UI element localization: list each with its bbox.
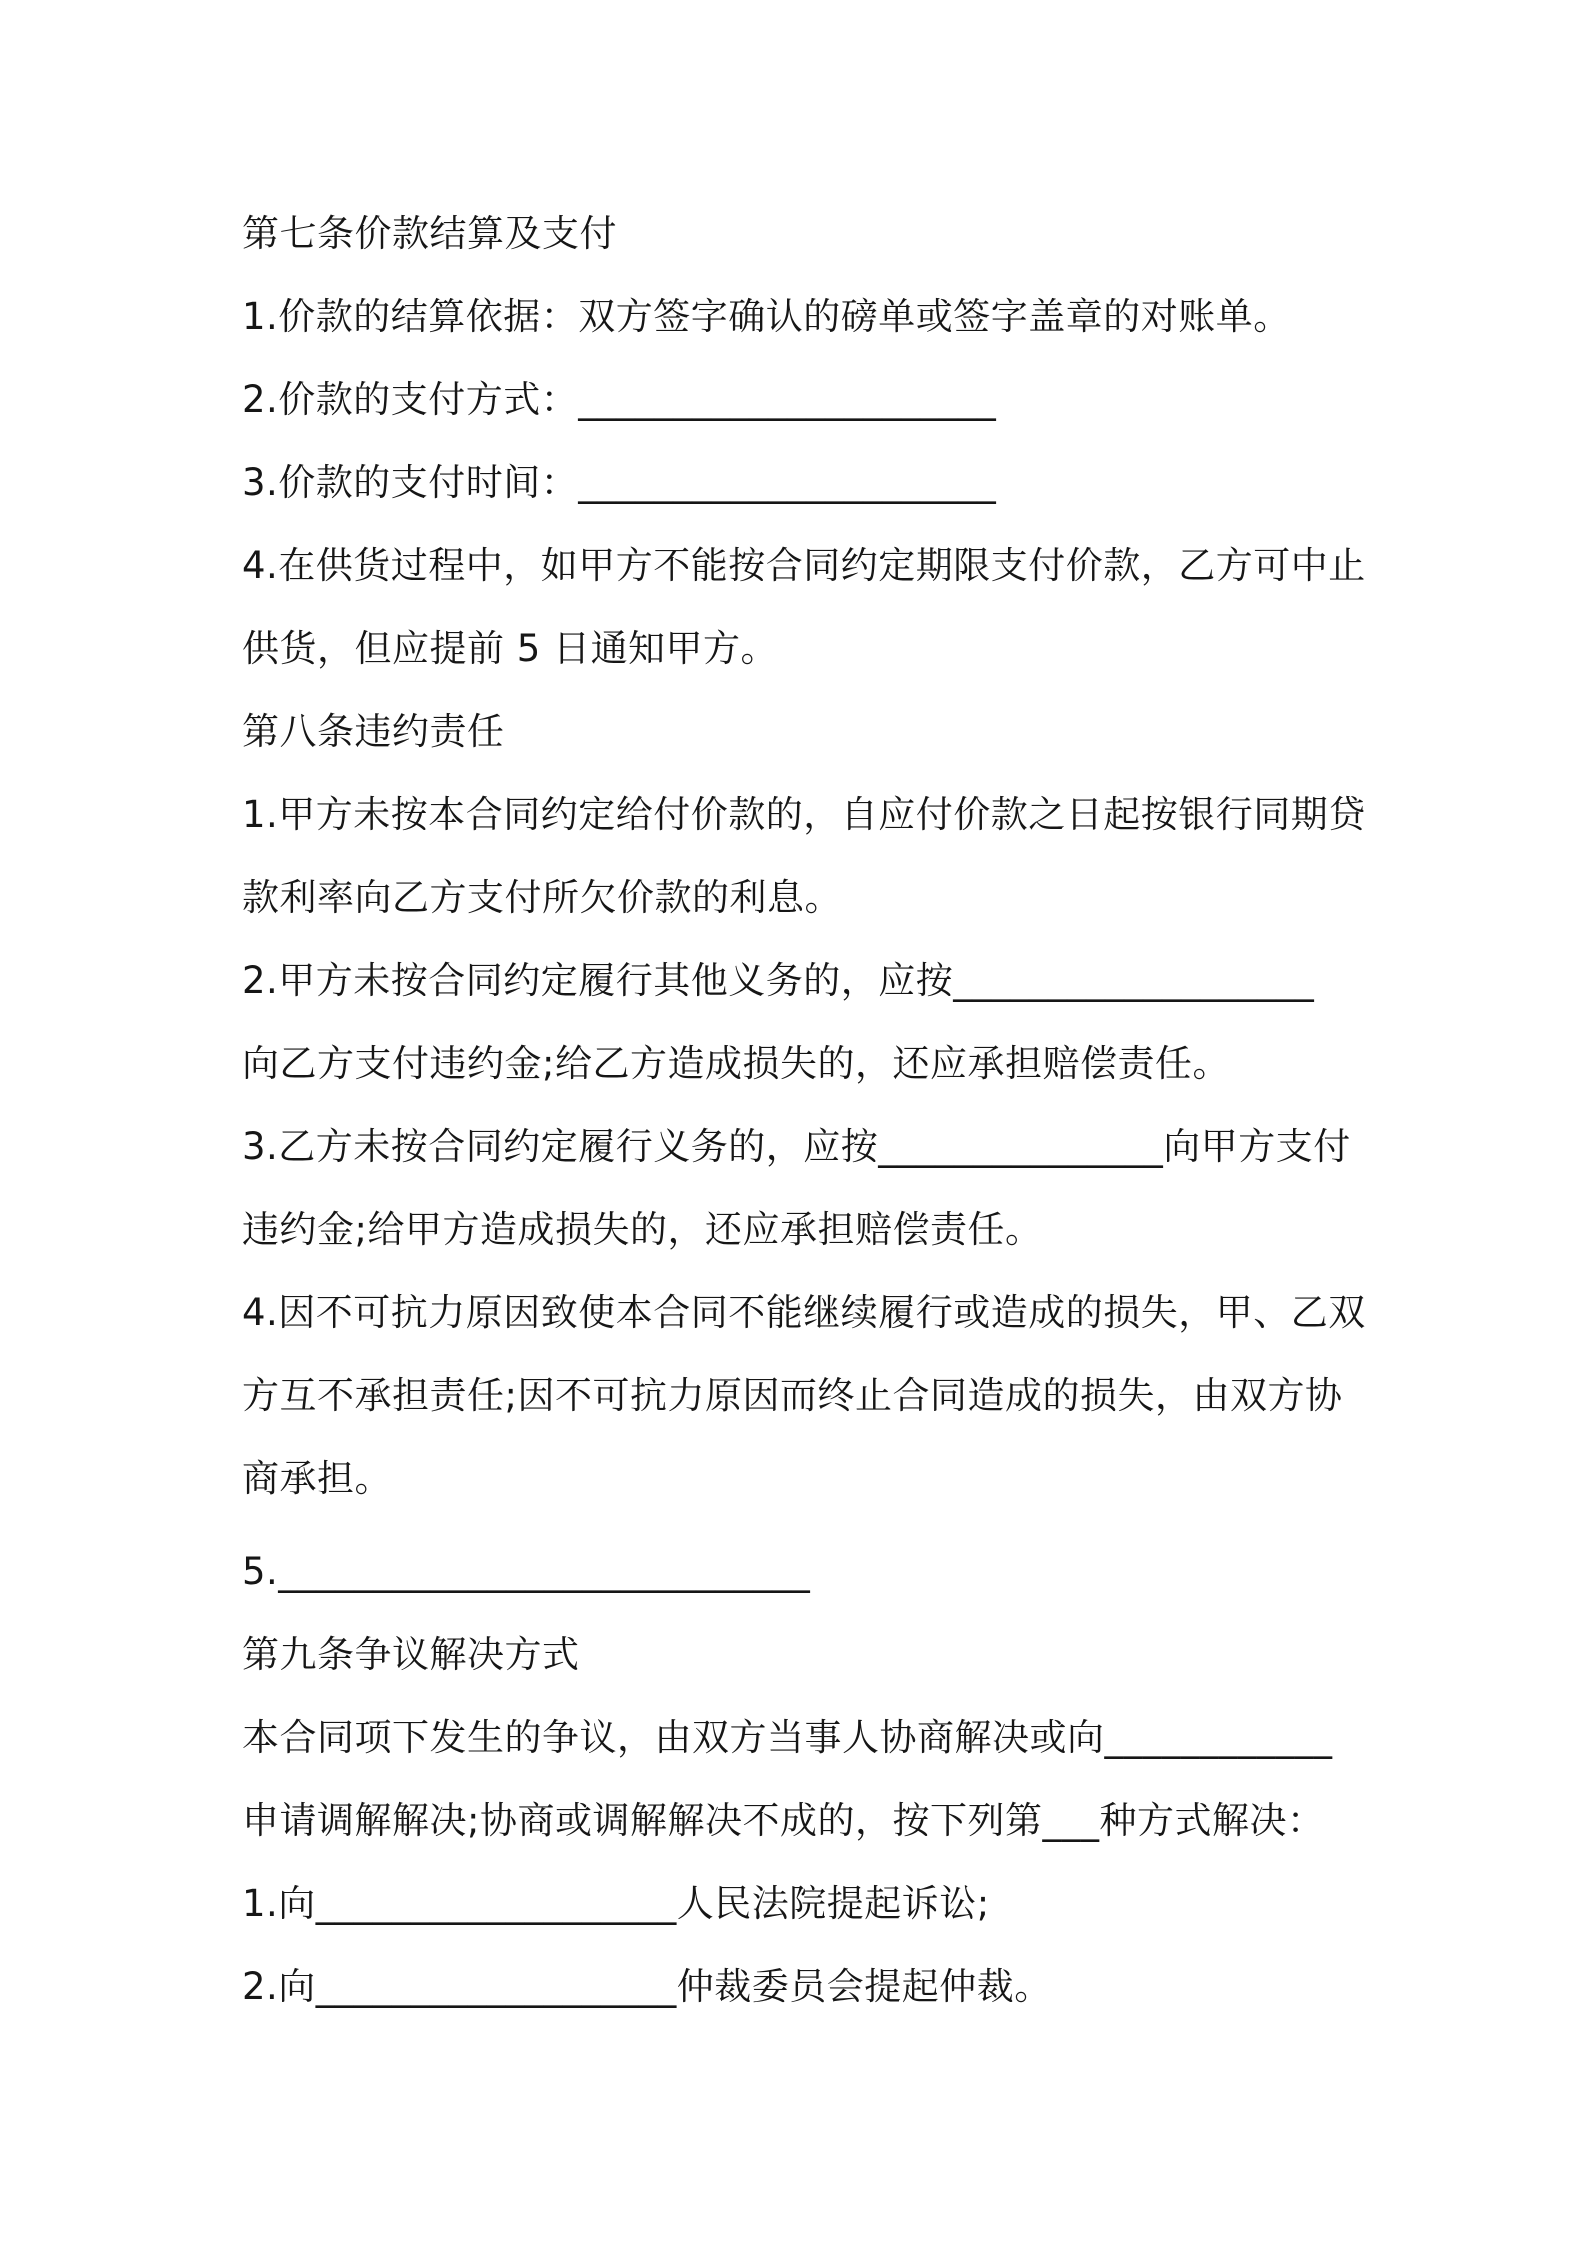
document-body <box>242 192 1366 2028</box>
clause-8-5: 5.____________________________ <box>242 1550 811 1593</box>
clause-8-1-line-2: 款利率向乙方支付所欠价款的利息。 <box>242 876 842 919</box>
clause-8-3-line-2: 违约金;给甲方造成损失的，还应承担赔偿责任。 <box>242 1208 1043 1251</box>
clause-9-1: 1.向___________________人民法院提起诉讼; <box>242 1882 990 1925</box>
clause-8-4-line-3: 商承担。 <box>242 1457 392 1500</box>
clause-7-4-line-2: 供货，但应提前 5 日通知甲方。 <box>242 627 779 670</box>
clause-9-intro-line-2: 申请调解解决;协商或调解解决不成的，按下列第___种方式解决： <box>242 1799 1325 1842</box>
clause-7-4-line-1: 4.在供货过程中，如甲方不能按合同约定期限支付价款，乙方可中止 <box>242 544 1366 587</box>
clause-8-1-line-1: 1.甲方未按本合同约定给付价款的，自应付价款之日起按银行同期贷 <box>242 793 1366 836</box>
clause-7-2: 2.价款的支付方式：______________________ <box>242 378 997 421</box>
clause-8-3-line-1: 3.乙方未按合同约定履行义务的，应按_______________向甲方支付 <box>242 1125 1351 1168</box>
section-heading-9: 第九条争议解决方式 <box>242 1633 580 1676</box>
clause-9-2: 2.向___________________仲裁委员会提起仲裁。 <box>242 1965 1052 2008</box>
section-heading-8: 第八条违约责任 <box>242 710 505 753</box>
clause-8-4-line-1: 4.因不可抗力原因致使本合同不能继续履行或造成的损失，甲、乙双 <box>242 1291 1366 1334</box>
section-heading-7: 第七条价款结算及支付 <box>242 212 617 255</box>
clause-8-2-line-1: 2.甲方未按合同约定履行其他义务的，应按___________________ <box>242 959 1315 1002</box>
spacer <box>242 1520 1357 1530</box>
clause-7-3: 3.价款的支付时间：______________________ <box>242 461 997 504</box>
clause-7-1: 1.价款的结算依据：双方签字确认的磅单或签字盖章的对账单。 <box>242 295 1291 338</box>
clause-9-intro-line-1: 本合同项下发生的争议，由双方当事人协商解决或向____________ <box>242 1716 1333 1759</box>
clause-8-4-line-2: 方互不承担责任;因不可抗力原因而终止合同造成的损失，由双方协 <box>242 1374 1343 1417</box>
clause-8-2-line-2: 向乙方支付违约金;给乙方造成损失的，还应承担赔偿责任。 <box>242 1042 1230 1085</box>
